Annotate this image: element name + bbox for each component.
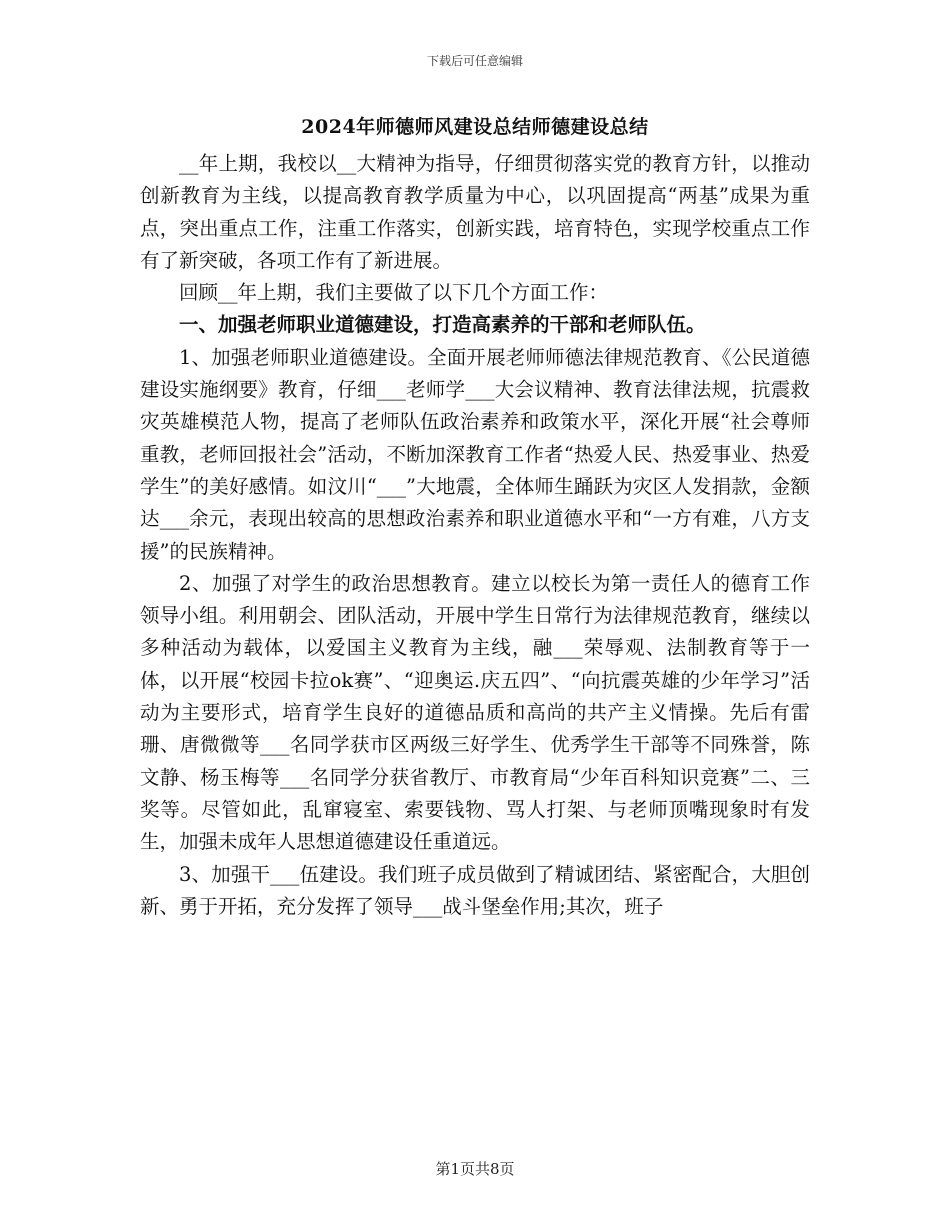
paragraph-intro: __年上期，我校以__大精神为指导，仔细贯彻落实党的教育方针，以推动创新教育为主线，以提高教育教学质量为中心，以巩固提高“两基”成果为重点，突出重点工作，注重工作落实，创新实践，培育特色，实现学校重点工作有了新突破，各项工作有了新进展。 [140, 152, 810, 272]
page-number: 第1页共8页 [435, 1160, 515, 1178]
document-title: 2024年师德师风建设总结师德建设总结 [301, 116, 649, 138]
paragraph-review: 回顾__年上期，我们主要做了以下几个方面工作： [179, 281, 609, 305]
paragraph-item-1: 1、加强老师职业道德建设。全面开展老师师德法律规范教育、《公民道德建设实施纲要》教育，仔细___老师学___大会议精神、教育法律法规，抗震救灾英雄模范人物，提高了老师队伍政治素养和政策水平，深化开展“社会尊师重教，老师回报社会”活动，不断加深教育工作者“热爱人民、热爱事业、热爱学生”的美好感情。如汶川“___”大地震，全体师生踊跃为灾区人发捐款，金额达___余元，表现出较高的思想政治素养和职业道德水平和“一方有难，八方支援”的民族精神。 [140, 345, 810, 563]
header-note: 下载后可任意编辑 [426, 54, 523, 68]
paragraph-item-3: 3、加强干___伍建设。我们班子成员做到了精诚团结、紧密配合，大胆创新、勇于开拓，充分发挥了领导___战斗堡垒作用;其次，班子 [140, 862, 810, 918]
section-heading-1: 一、加强老师职业道德建设，打造高素养的干部和老师队伍。 [179, 313, 706, 337]
document-body [140, 148, 810, 923]
paragraph-item-2: 2、加强了对学生的政治思想教育。建立以校长为第一责任人的德育工作领导小组。利用朝会、团队活动，开展中学生日常行为法律规范教育，继续以多种活动为载体，以爱国主义教育为主线，融___荣辱观、法制教育等于一体，以开展“校园卡拉ok赛”、“迎奥运.庆五四”、“向抗震英雄的少年学习”活动为主要形式，培育学生良好的道德品质和高尚的共产主义情操。先后有雷珊、唐微微等___名同学获市区两级三好学生、优秀学生干部等不同殊誉，陈文静、杨玉梅等___名同学分获省教厅、市教育局“少年百科知识竞赛”二、三奖等。尽管如此，乱窜寝室、索要钱物、骂人打架、与老师顶嘴现象时有发生，加强未成年人思想道德建设任重道远。 [140, 571, 810, 854]
